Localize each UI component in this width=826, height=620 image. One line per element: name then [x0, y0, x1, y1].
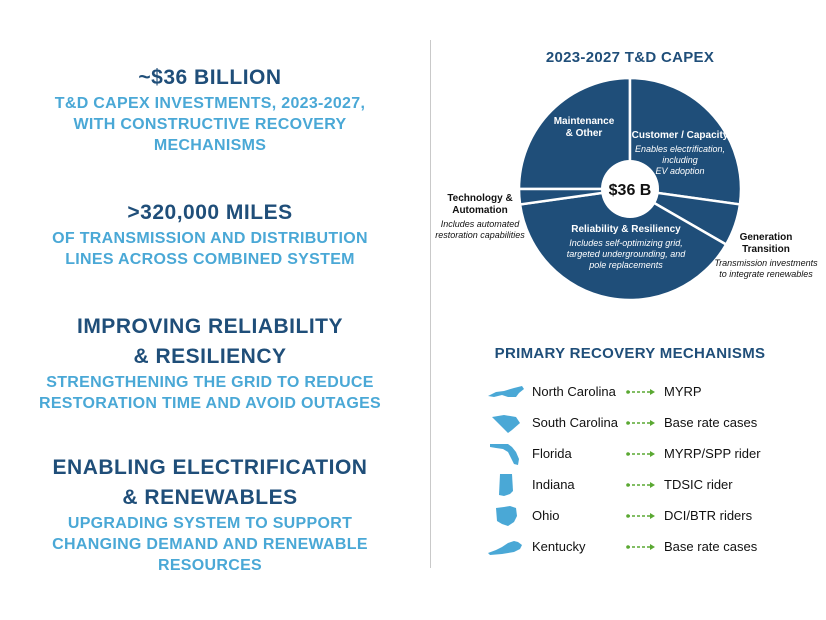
kentucky-icon [486, 535, 526, 559]
mechanism-label: TDSIC rider [664, 477, 733, 492]
mechanism-label: Base rate cases [664, 415, 758, 430]
mechanism-label: DCI/BTR riders [664, 508, 753, 523]
mechanism-label: MYRP/SPP rider [664, 446, 761, 461]
ohio-icon [486, 504, 526, 528]
electrification-subline-1: UPGRADING SYSTEM TO SUPPORT [67, 515, 353, 532]
reliability-subline-1: STRENGTHENING THE GRID TO REDUCE [46, 374, 374, 391]
capex-subline-3: MECHANISMS [153, 137, 267, 154]
recovery-row-kentucky [486, 535, 826, 559]
miles-block [0, 198, 420, 270]
capex-pie-chart [430, 68, 826, 308]
recovery-row-north-carolina [486, 380, 826, 404]
electrification-block [0, 453, 420, 576]
pie-desc-reliability-resiliency: targeted undergrounding, and [566, 249, 686, 259]
state-name: North Carolina [532, 384, 616, 399]
capex-block [0, 63, 420, 156]
pie-desc-generation-transition: to integrate renewables [719, 269, 813, 279]
pie-desc-technology-automation: restoration capabilities [435, 230, 525, 240]
pie-desc-reliability-resiliency: Includes self-optimizing grid, [569, 238, 683, 248]
pie-label-maintenance-other: & Other [565, 128, 603, 139]
capex-subline-2: WITH CONSTRUCTIVE RECOVERY [73, 116, 347, 133]
capex-headline: ~$36 BILLION [138, 66, 282, 89]
pie-label-maintenance-other: Maintenance [553, 116, 615, 127]
pie-desc-customer-capacity: EV adoption [655, 166, 705, 176]
reliability-subline-2: RESTORATION TIME AND AVOID OUTAGES [38, 395, 382, 412]
state-name: South Carolina [532, 415, 618, 430]
pie-center-label: $36 B [608, 182, 652, 199]
state-name: Indiana [532, 477, 575, 492]
pie-desc-customer-capacity: Enables electrification, [634, 144, 726, 154]
state-name: Florida [532, 446, 572, 461]
pie-label-reliability-resiliency: Reliability & Resiliency [571, 224, 681, 235]
pie-label-technology-automation: Automation [452, 205, 508, 216]
recovery-title: PRIMARY RECOVERY MECHANISMS [494, 345, 766, 362]
pie-label-technology-automation: Technology & [447, 193, 513, 204]
pie-label-generation-transition: Transition [742, 244, 790, 255]
miles-subline-2: LINES ACROSS COMBINED SYSTEM [65, 251, 355, 268]
recovery-row-ohio [486, 504, 826, 528]
miles-subline-1: OF TRANSMISSION AND DISTRIBUTION [52, 230, 368, 247]
pie-label-customer-capacity: Customer / Capacity [631, 130, 729, 141]
arrow-icon [626, 481, 656, 489]
recovery-row-south-carolina [486, 411, 826, 435]
electrification-headline-1: ENABLING ELECTRIFICATION [52, 456, 368, 479]
arrow-icon [626, 543, 656, 551]
arrow-icon [626, 512, 656, 520]
pie-desc-technology-automation: Includes automated [440, 219, 520, 229]
chart-title: 2023-2027 T&D CAPEX [545, 49, 715, 66]
pie-label-generation-transition: Generation [739, 232, 793, 243]
pie-desc-customer-capacity: including [662, 155, 698, 165]
electrification-headline-2: & RENEWABLES [122, 486, 298, 509]
pie-desc-generation-transition: Transmission investments [714, 258, 818, 268]
reliability-block [0, 312, 420, 414]
arrow-icon [626, 419, 656, 427]
pie-desc-reliability-resiliency: pole replacements [589, 260, 663, 270]
electrification-subline-2: CHANGING DEMAND AND RENEWABLE [52, 536, 368, 553]
mechanism-label: Base rate cases [664, 539, 758, 554]
reliability-headline-2: & RESILIENCY [133, 345, 287, 368]
mechanism-label: MYRP [664, 384, 702, 399]
recovery-row-indiana [486, 473, 826, 497]
state-name: Ohio [532, 508, 560, 523]
capex-subline-1: T&D CAPEX INVESTMENTS, 2023-2027, [54, 95, 366, 112]
miles-headline: >320,000 MILES [127, 201, 293, 224]
indiana-icon [486, 473, 526, 497]
arrow-icon [626, 450, 656, 458]
reliability-headline-1: IMPROVING RELIABILITY [76, 315, 343, 338]
arrow-icon [626, 388, 656, 396]
electrification-subline-3: RESOURCES [157, 557, 263, 574]
north-carolina-icon [486, 380, 526, 404]
recovery-row-florida [486, 442, 826, 466]
florida-icon [486, 442, 526, 466]
south-carolina-icon [486, 411, 526, 435]
state-name: Kentucky [532, 539, 586, 554]
